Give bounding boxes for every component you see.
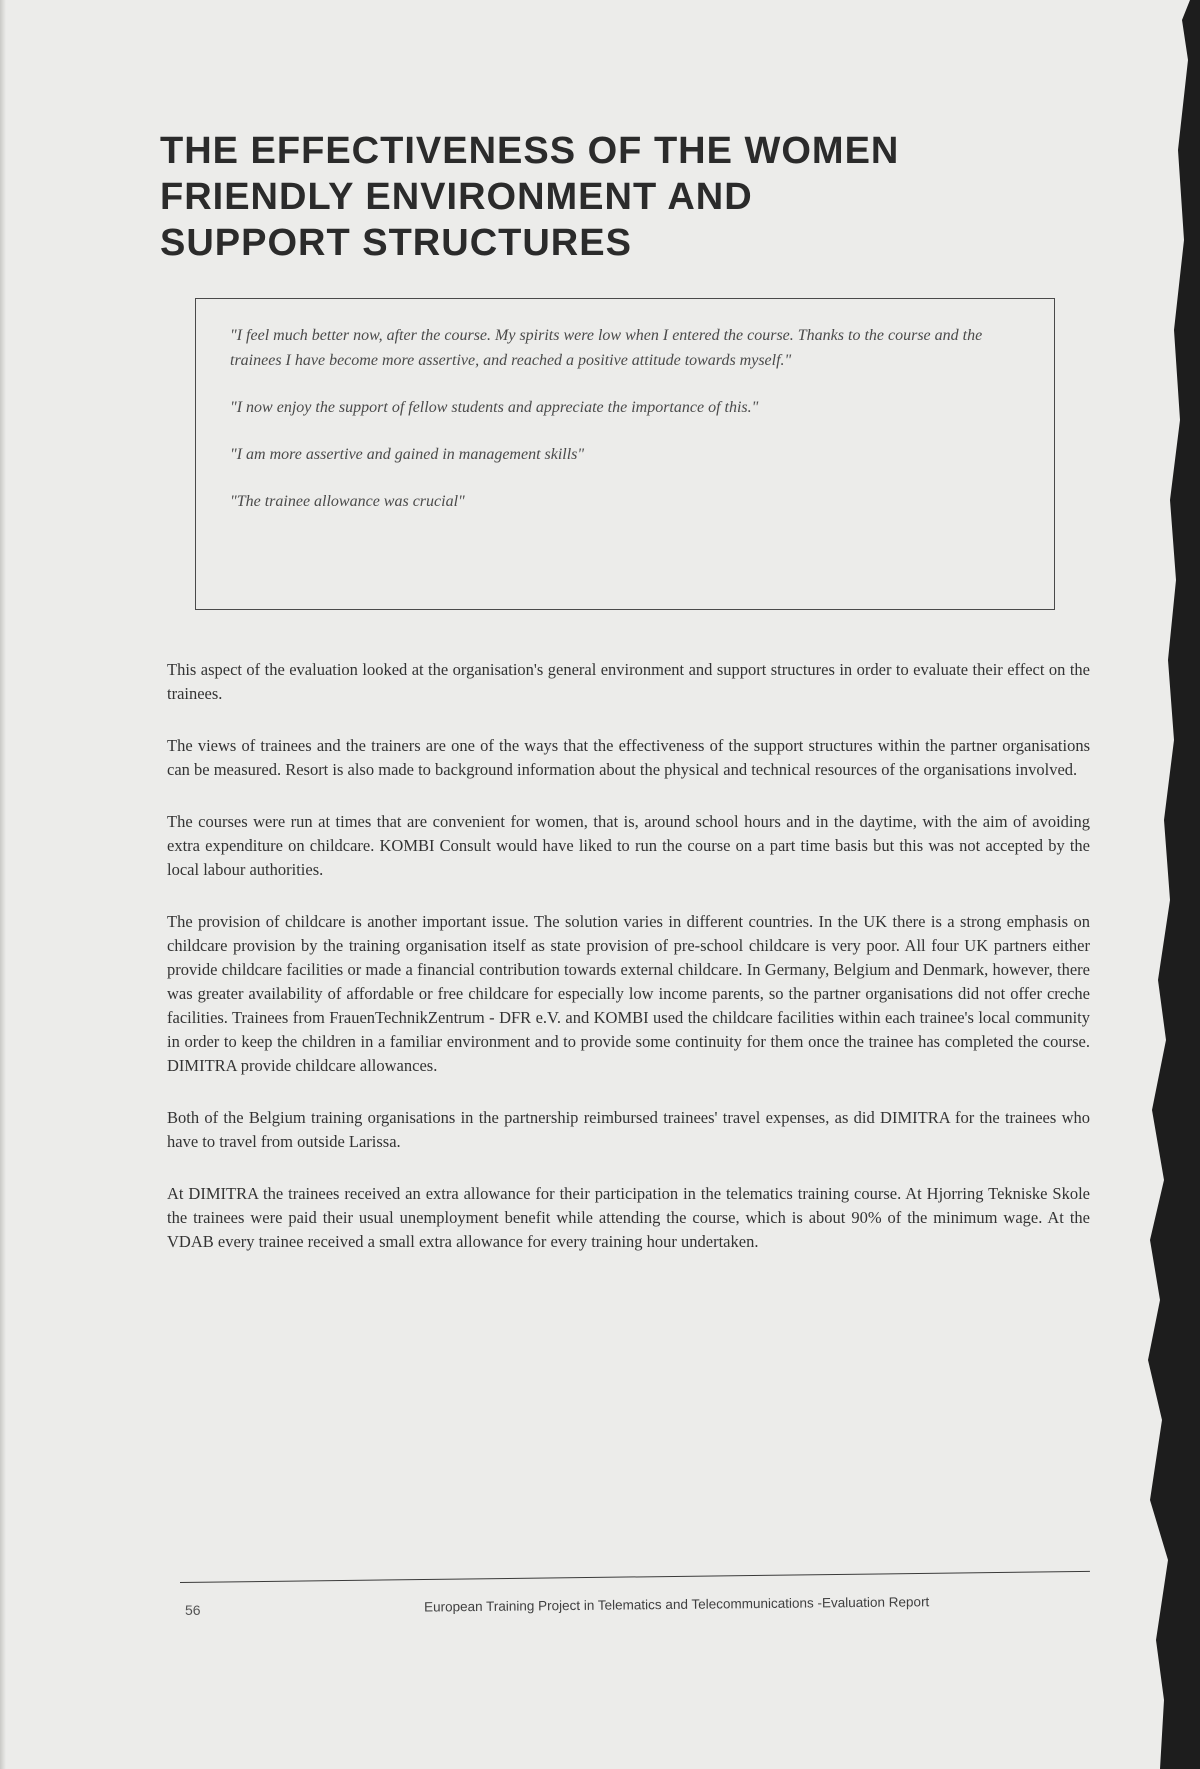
title-line: FRIENDLY ENVIRONMENT AND xyxy=(160,176,753,218)
body-paragraph: The views of trainees and the trainers are one of the ways that the effectiveness of the support structures within the partner organisations can be measured. Resort is also made to background information about the physical and technical resources of the organisations involved. xyxy=(167,736,1090,779)
body-paragraph: At DIMITRA the trainees received an extra allowance for their participation in the telematics training course. At Hjorring Tekniske Skole the trainees were paid their usual unemployment benefit while attending the course, which is about 90% of the minimum wage. At the VDAB every trainee received a small extra allowance for every training hour undertaken. xyxy=(167,1184,1090,1251)
body-paragraph: Both of the Belgium training organisations in the partnership reimbursed trainees' travel expenses, as did DIMITRA for the trainees who have to travel from outside Larissa. xyxy=(167,1108,1090,1151)
page-left-edge xyxy=(0,0,6,1769)
trainee-quote: "I now enjoy the support of fellow students and appreciate the importance of this." xyxy=(230,399,759,416)
page-number: 56 xyxy=(185,1602,201,1618)
quote-box xyxy=(195,298,1055,610)
page-title xyxy=(160,128,1100,266)
body-paragraph: The courses were run at times that are convenient for women, that is, around school hours and in the daytime, with the aim of avoiding extra expenditure on childcare. KOMBI Consult would have liked to run the course on a part time basis but this was not accepted by the local labour authorities. xyxy=(167,812,1090,879)
trainee-quote: "I feel much better now, after the course. My spirits were low when I entered the course. Thanks to the course and the trainees I have become more assertive, and reached a positive attitude towards myself." xyxy=(230,327,983,369)
trainee-quote: "The trainee allowance was crucial" xyxy=(230,493,465,510)
title-line: THE EFFECTIVENESS OF THE WOMEN xyxy=(160,130,900,172)
footer-text: European Training Project in Telematics and Telecommunications -Evaluation Report xyxy=(423,1594,930,1615)
body-paragraph: This aspect of the evaluation looked at the organisation's general environment and support structures in order to evaluate their effect on the trainees. xyxy=(167,660,1090,703)
footer-rule xyxy=(180,1571,1090,1583)
trainee-quote: "I am more assertive and gained in management skills" xyxy=(230,446,585,463)
title-line: SUPPORT STRUCTURES xyxy=(160,222,632,264)
body-paragraph: The provision of childcare is another important issue. The solution varies in different countries. In the UK there is a strong emphasis on childcare provision by the training organisation itself as state provision of pre-school childcare is very poor. All four UK partners either provide childcare facilities or made a financial contribution towards external childcare. In Germany, Belgium and Denmark, however, there was greater availability of affordable or free childcare for especially low income parents, so the partner organisations did not offer creche facilities. Trainees from FrauenTechnikZentrum - DFR e.V. and KOMBI used the childcare facilities within each trainee's local community in order to keep the children in a familiar environment and to provide some continuity for them once the trainee has completed the course. DIMITRA provide childcare allowances. xyxy=(167,912,1090,1075)
body-text xyxy=(167,658,1090,1282)
torn-page-edge xyxy=(1120,0,1200,1769)
